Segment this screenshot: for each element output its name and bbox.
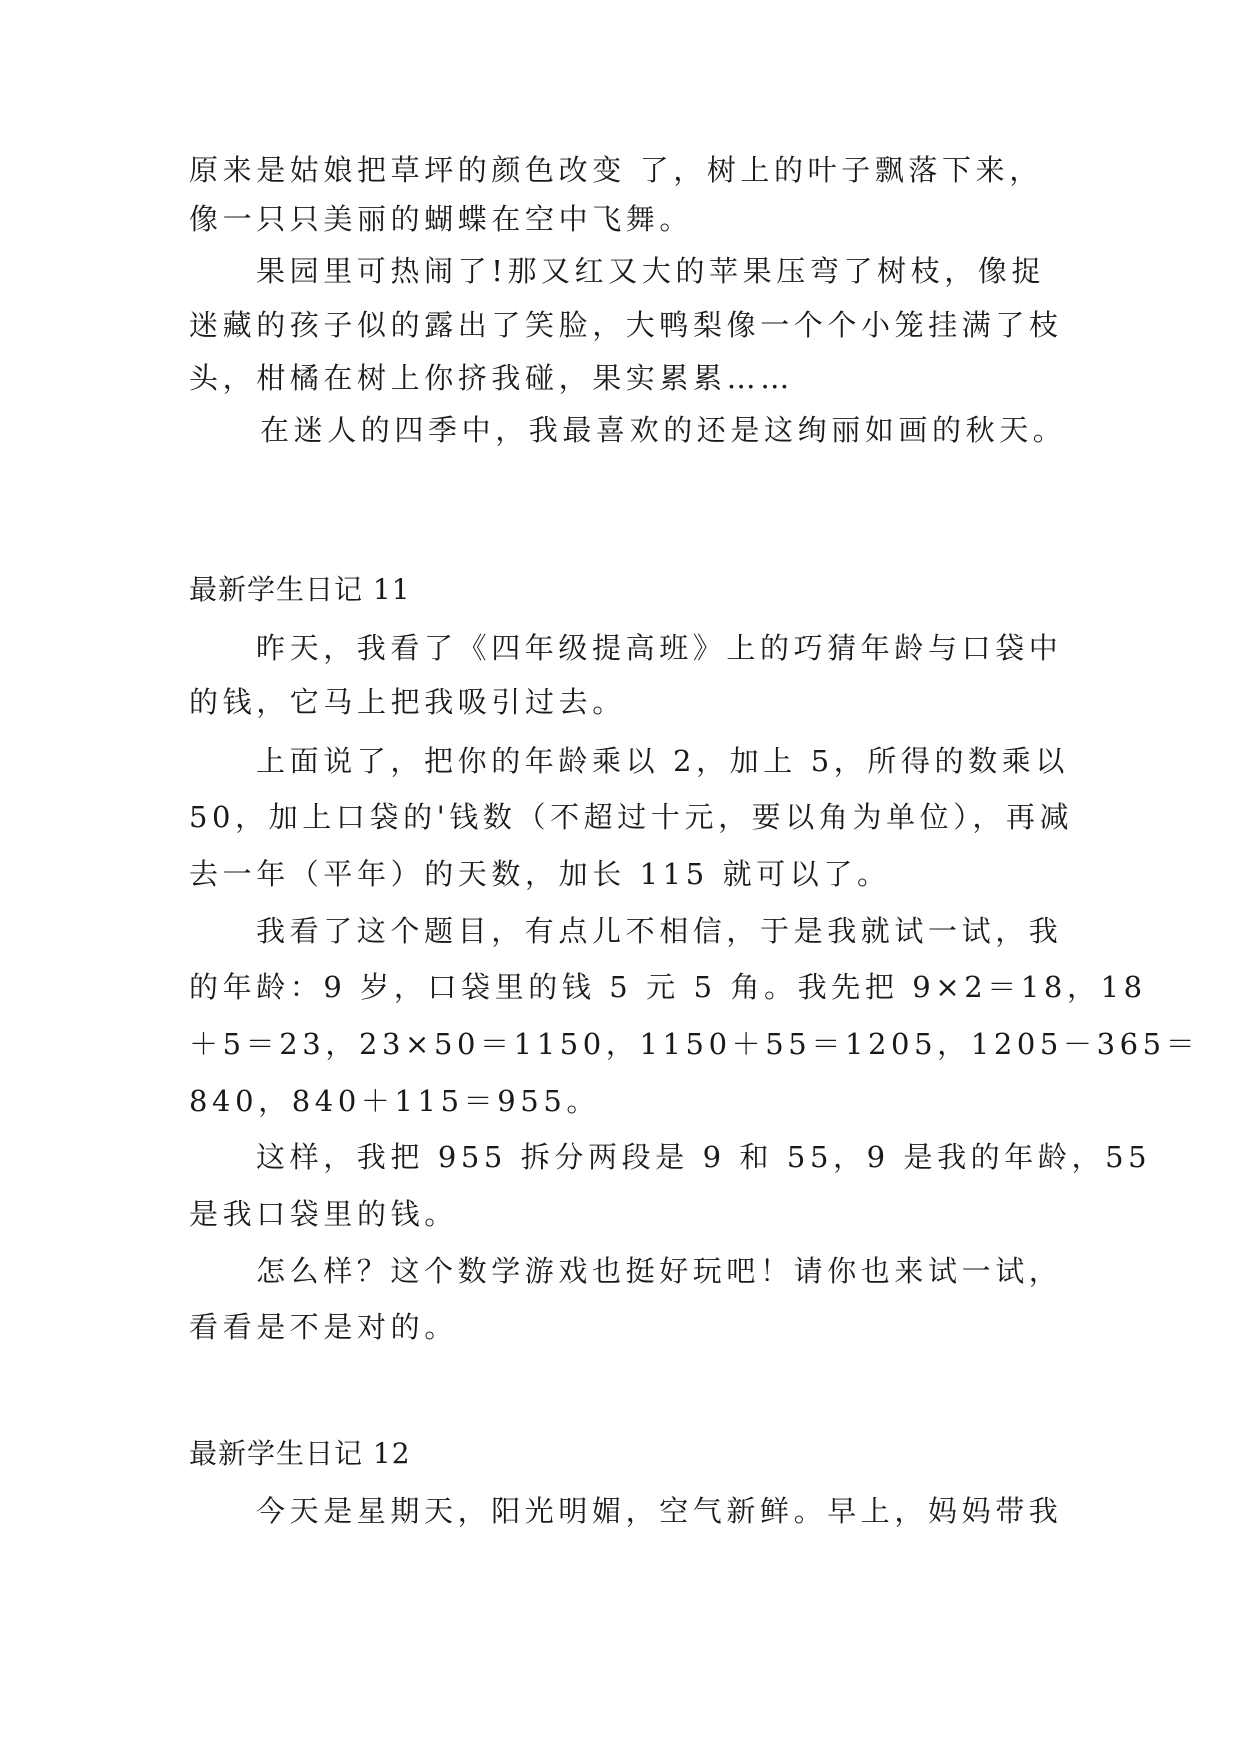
text-line: 昨天，我看了《四年级提高班》上的巧猜年龄与口袋中: [256, 631, 1063, 665]
text-line: 50，加上口袋的'钱数（不超过十元，要以角为单位），再减: [189, 800, 1074, 834]
text-line: 是我口袋里的钱。: [189, 1197, 458, 1231]
text-line: 怎么样？这个数学游戏也挺好玩吧！请你也来试一试，: [256, 1254, 1063, 1288]
section-heading: 最新学生日记 12: [189, 1437, 411, 1470]
text-line: 的年龄：9 岁，口袋里的钱 5 元 5 角。我先把 9×2＝18，18: [189, 970, 1147, 1004]
text-line: 果园里可热闹了!那又红又大的苹果压弯了树枝，像捉: [256, 254, 1046, 288]
text-line: 840，840＋115＝955。: [189, 1084, 601, 1118]
text-line: 迷藏的孩子似的露出了笑脸，大鸭梨像一个个小笼挂满了枝: [189, 308, 1063, 342]
text-line: 这样，我把 955 拆分两段是 9 和 55，9 是我的年龄，55: [256, 1140, 1152, 1174]
text-line: 原来是姑娘把草坪的颜色改变 了，树上的叶子飘落下来，: [189, 153, 1043, 187]
text-line: ＋5＝23，23×50＝1150，1150＋55＝1205，1205－365＝: [189, 1027, 1200, 1061]
section-heading: 最新学生日记 11: [189, 573, 411, 606]
text-line: 今天是星期天，阳光明媚，空气新鲜。早上，妈妈带我: [256, 1494, 1063, 1528]
text-line: 像一只只美丽的蝴蝶在空中飞舞。: [189, 202, 694, 236]
text-line: 我看了这个题目，有点儿不相信，于是我就试一试，我: [256, 914, 1063, 948]
text-line: 去一年（平年）的天数，加长 115 就可以了。: [189, 857, 891, 891]
text-line: 看看是不是对的。: [189, 1310, 458, 1344]
text-line: 头，柑橘在树上你挤我碰，果实累累……: [189, 361, 794, 395]
text-line: 的钱，它马上把我吸引过去。: [189, 685, 626, 719]
text-line: 上面说了，把你的年龄乘以 2，加上 5，所得的数乘以: [256, 744, 1069, 778]
text-line: 在迷人的四季中，我最喜欢的还是这绚丽如画的秋天。: [260, 413, 1067, 447]
